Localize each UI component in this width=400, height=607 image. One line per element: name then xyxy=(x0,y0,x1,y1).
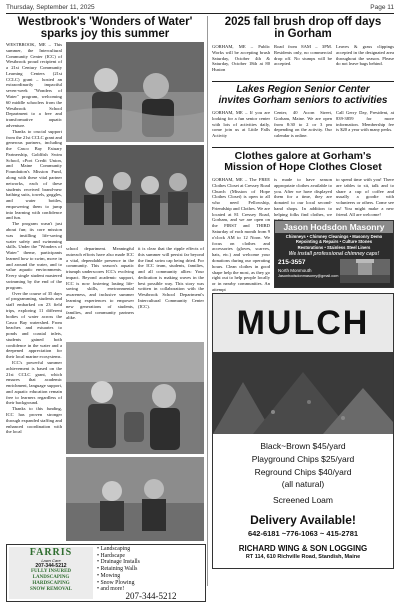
list-item: • Retaining Walls xyxy=(97,566,138,573)
mulch-title: MULCH xyxy=(213,294,393,352)
fallbrush-col-3: Leaves & grass clippings accepted in the designated area throughout the season. Please do not leave bags behind. xyxy=(336,44,394,67)
clothes-col-3: to spend time with you! There are tables to sit, talk and to share a cup of coffee and usually a goodie with volunteers or others. Come see us! You might make a new friend. All are welcome! xyxy=(336,177,394,217)
photo-beach-trip xyxy=(66,457,204,541)
farris-sign: FARRIS Lawn Care 207-344-5212 FULLY INSURED LANDSCAPING HARDSCAPING SNOW REMOVAL xyxy=(9,547,93,599)
farris-phone-big: 207-344-5212 xyxy=(125,591,177,601)
fallbrush-headline: 2025 fall brush drop off days in Gorham xyxy=(224,16,382,41)
mulch-phones: 642-6181 ~776-1063 ~ 415-2781 xyxy=(247,528,359,538)
section-rule xyxy=(212,147,394,148)
mulch-delivery: Delivery Available! xyxy=(250,512,356,527)
masonry-ad xyxy=(274,220,394,288)
chimney-photo xyxy=(340,259,390,283)
masonry-tagline: We install professional chimney caps! xyxy=(288,251,380,258)
westbrook-col-1: WESTBROOK, ME – This summer, the Intercultural Community Center (ICC) of Westbrook proud recipient of a 21st Century Community Learning Centers (21st CCLC) grant – hosted an extraordinarily impactful seven-week "Wonders of Water" program, welcoming 60 middle schoolers from the Westbrook School Department to a free and transformative aquatic adventure. Thanks to crucial support from the 21st CCLC grant and generous partners, including the Casco Bay Estuary Partnership, Goldfish Swim School, cPort Credit Union, and Maine Community Foundation's Mission Fund, along with these vital partner networks, each of these students received brand-new bathing suits, towels, goggles, and water bottles, empowering them to jump into learning with confidence and fun. The program wasn't just about fun; its core mission was instilling life-saving water safety and swimming skills. Under the "Wonders of Water" theme, participants learned how to swim, move in and around the water, and to value aquatic environments. Every single student mastered swimming by the end of the program. Over the course of 35 days of programming, students and staff embarked on 23 field trips, exploring 11 different bodies of water across the Casco Bay watershed. From beaches and estuaries to ponds and coastal inlets, students gained both confidence in the water and a deepened appreciation for their local marine ecosystems. ICC's powerful summer achievement is based on the 21st CCLC grant, which ensures that academic enrichment, language support, and aquatic education remain free to learners regardless of their background. Thanks to this funding, ICC has proven stronger through expanded staffing and enhanced coordination with the local xyxy=(6,42,63,435)
masonry-location: North Monmouth xyxy=(278,267,312,273)
westbrook-headline: Westbrook's 'Wonders of Water' sparks joy this summer xyxy=(17,16,193,41)
photo-group-pool xyxy=(66,145,204,241)
masonry-phone: 215-3557 xyxy=(278,259,306,267)
list-item: • and more! xyxy=(97,586,125,593)
fallbrush-col-2: Road from 8AM – 3PM. Residents only, no commercial drop off. No stumps will be accepted. xyxy=(274,44,332,67)
masonry-email: Jasonhodsdonmasonry@gmail.com xyxy=(278,273,339,278)
fallbrush-col-1: GORHAM, ME – Public Works will be accepting brush Saturday, October 4th & Saturday, October 18th at 80 Huston xyxy=(212,44,270,73)
clothes-col-2: is made to have season appropriate clothes available to you. After we have displayed them for a time, they are donated to our local second-hand shops. In addition to helping folks find clothes, we xyxy=(274,177,332,217)
list-item: • Landscaping xyxy=(97,546,131,552)
mulch-ad xyxy=(212,293,394,569)
clothes-col-1: GORHAM, ME – The FREE Clothes Closet at Cressey Road Church (Mission of Hope Clothes Closet) is open to all who need Fellowship, Friendship and Clothes. We are located at 81 Cressey Road, Gorham, and we are open on the FIRST and THIRD Saturday of each month from 9 o'clock AM to 12 Noon. We focus on clothes and accessories (gloves, scarves, hats, etc.) and welcome your donations during our operating hours. Clean clothes in good shape help the most, as they go right out to help people locally or in nearby communities. An attempt xyxy=(212,177,270,292)
mulch-address: RT 114, 610 Richville Road, Standish, Maine xyxy=(245,553,361,560)
list-item: • Hardscape xyxy=(97,552,125,559)
mulch-photo xyxy=(213,352,393,434)
mulch-prices: Black~Brown $45/yard Playground Chips $25/yard Reground Chips $40/yard (all natural) Screened Loam xyxy=(251,441,355,505)
photo-swimming-students xyxy=(66,42,204,142)
clothes-headline: Clothes galore at Gorham's Mission of Hope Clothes Closet xyxy=(224,150,382,174)
list-item: • Snow Plowing xyxy=(97,579,135,586)
farris-services xyxy=(97,546,205,593)
page-number: Page 11 xyxy=(370,4,394,11)
mulch-company: RICHARD WING & SON LOGGING xyxy=(238,543,368,553)
photo-students-outdoors xyxy=(66,342,204,454)
column-divider xyxy=(207,16,208,586)
masonry-name: Jason Hodsdon Masonry xyxy=(275,221,393,233)
lakes-col-2: Center, 40 Acorn Street, Gorham, Maine. We are open from 8:30 to 2 or 3 pm depending on the activity. Our calendar is online. xyxy=(274,110,332,139)
issue-date: Thursday, September 11, 2025 xyxy=(6,4,95,11)
section-rule xyxy=(212,81,394,82)
masonry-contact xyxy=(275,259,393,283)
lakes-col-1: GORHAM, ME – If you are looking for a fun senior center with lots of activities daily, come join us at Little Falls Activity xyxy=(212,110,270,139)
list-item: • Drainage Installs xyxy=(97,559,140,566)
list-item: • Mowing xyxy=(97,572,121,579)
westbrook-col-2: school department. Meaningful outreach efforts have also made ICC a vital, dependable presence in the community. This season's aquatic triumph underscores ICC's evolving impact. Beyond academic support, ICC is now fostering lasting life-saving skills, environmental awareness, and inclusive summer learning experiences to empower new generations of students, families, and community partners alike. xyxy=(66,246,134,321)
lakes-headline: Lakes Region Senior Center invites Gorham seniors to activities xyxy=(218,84,388,106)
westbrook-col-3: it is clear that the ripple effects of this summer will persist far beyond the final swim cap being dried. For the ICC team, students, families, and all community allies: Your dedication is making waves in the best possible way. This story was written in collaboration with the Westbrook School Department's Intercultural Community Center (ICC). xyxy=(138,246,204,309)
lakes-col-3: Call Gerry Day, President, at 839-3859 for more information. Membership fee is $20 a year with many perks. xyxy=(336,110,394,133)
header-rule xyxy=(6,13,394,14)
masonry-services: Chimneys • Chimney Cleanings • Masonry Demo Repointing & Repairs • Culture Stones Restorations • Stainless Steel Liners xyxy=(285,234,383,250)
farris-ad xyxy=(6,544,206,602)
